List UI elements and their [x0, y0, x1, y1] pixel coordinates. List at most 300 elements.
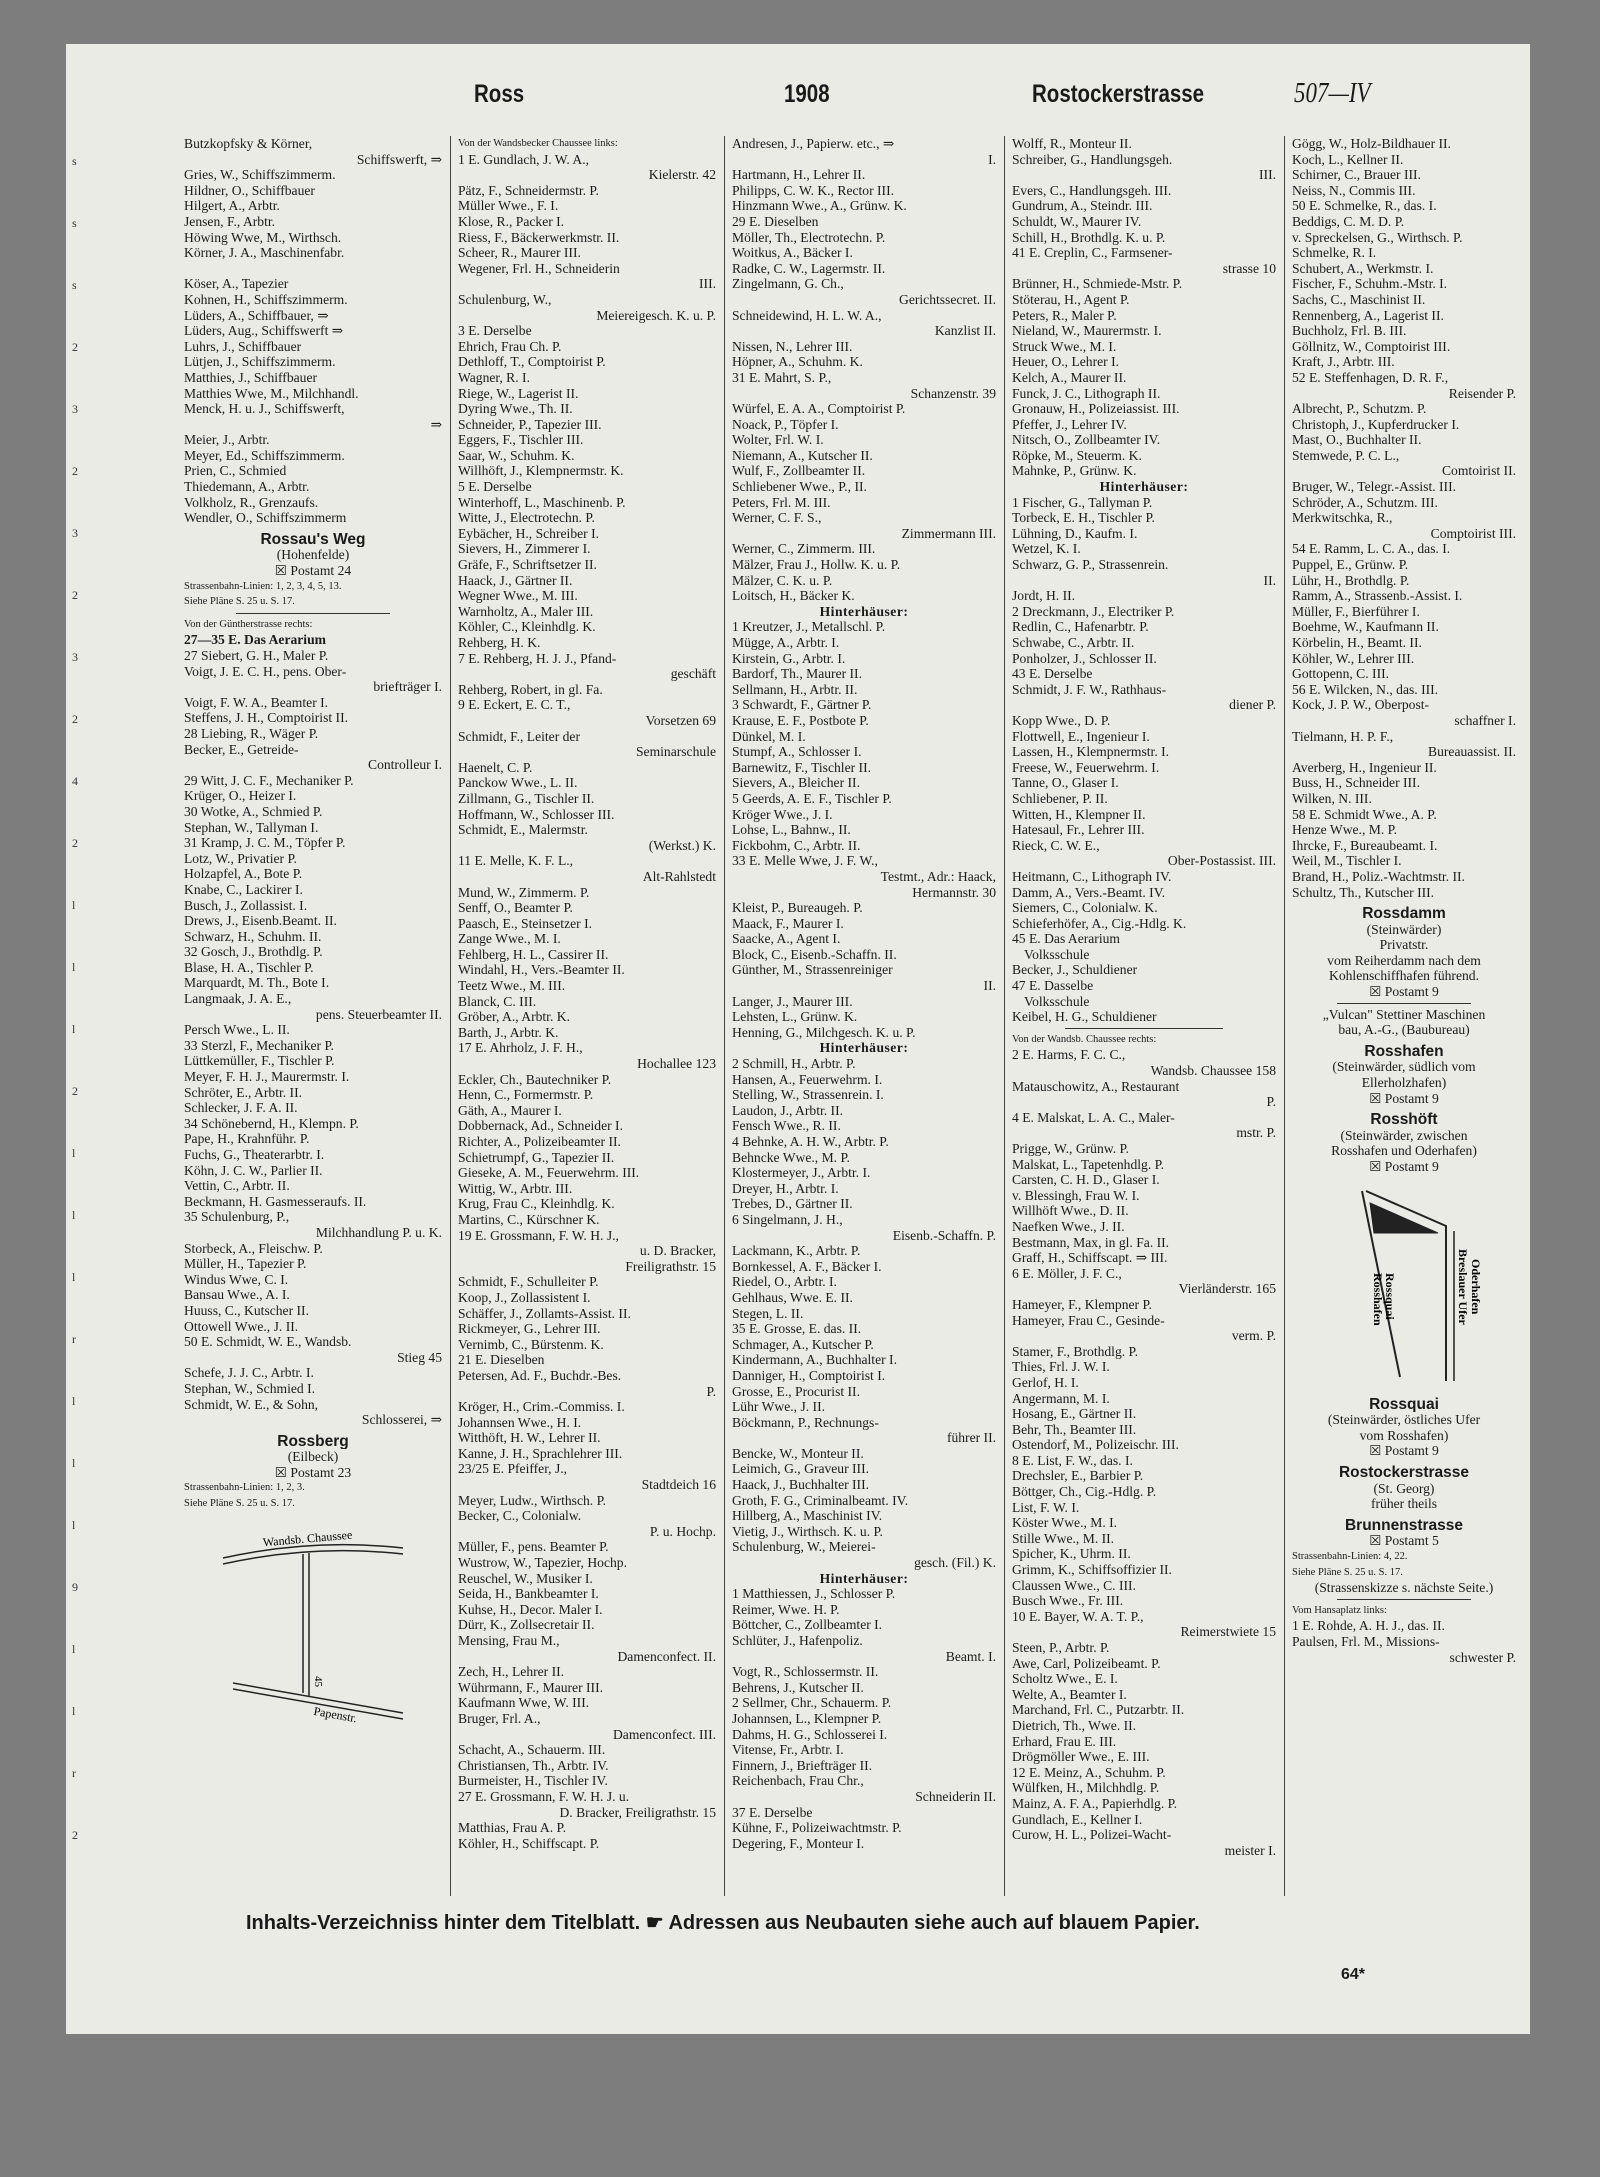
directory-entry: verm. P.: [1231, 1328, 1276, 1344]
directory-entry: Köhn, J. C. W., Parlier II.: [184, 1162, 323, 1178]
directory-entry: Ostendorf, M., Polizeischr. III.: [1012, 1437, 1179, 1453]
directory-entry: ☒ Postamt 9: [1369, 984, 1439, 1000]
directory-entry: Mast, O., Buchhalter II.: [1292, 432, 1422, 448]
directory-entry: Schuldt, W., Maurer IV.: [1012, 213, 1142, 229]
house-number-label: 45: [312, 1675, 324, 1687]
directory-entry: Prigge, W., Grünw. P.: [1012, 1141, 1129, 1156]
directory-entry: Stieg 45: [397, 1349, 442, 1365]
directory-entry: Schulenburg, W., Meierei-: [732, 1539, 876, 1555]
margin-glyph: s: [72, 216, 77, 230]
directory-entry: führer II.: [946, 1430, 996, 1446]
street-heading: Rosshafen: [1364, 1043, 1444, 1060]
directory-entry: Averberg, H., Ingenieur II.: [1292, 759, 1437, 775]
directory-entry: Blase, H. A., Tischler P.: [184, 959, 314, 975]
directory-entry: 50 E. Schmelke, R., das. I.: [1292, 198, 1437, 214]
directory-entry: Hilgert, A., Arbtr.: [184, 198, 280, 214]
directory-entry: Hinzmann Wwe., A., Grünw. K.: [732, 198, 907, 214]
directory-entry: Kelch, A., Maurer II.: [1012, 369, 1127, 385]
page-header: [66, 80, 1530, 120]
directory-entry: Voigt, J. E. C. H., pens. Ober-: [184, 663, 347, 679]
directory-entry: Stephan, W., Tallyman I.: [184, 819, 319, 835]
directory-entry: Kirstein, G., Arbtr. I.: [732, 650, 846, 666]
directory-entry: Evers, C., Handlungsgeh. III.: [1012, 182, 1172, 198]
directory-entry: Tielmann, H. P. F.,: [1292, 728, 1394, 744]
directory-entry: Sievers, H., Zimmerer I.: [458, 541, 591, 557]
directory-entry: 1 E. Rohde, A. H. J., das. II.: [1292, 1618, 1445, 1634]
directory-entry: Testmt., Adr.: Haack,: [880, 868, 996, 884]
directory-entry: P.: [706, 1383, 716, 1399]
directory-entry: Andresen, J., Papierw. etc., ⇒: [732, 136, 895, 151]
directory-entry: Reimerstwiete 15: [1180, 1624, 1276, 1640]
directory-entry: 3 Schwardt, F., Gärtner P.: [732, 697, 872, 713]
directory-entry: Witte, J., Electrotechn. P.: [458, 510, 595, 526]
directory-entry: Niemann, A., Kutscher II.: [732, 447, 873, 463]
directory-entry: Hoffmann, W., Schlosser III.: [458, 806, 615, 822]
directory-entry: Gögg, W., Holz-Bildhauer II.: [1292, 136, 1451, 151]
directory-entry: Gröber, A., Arbtr. K.: [458, 1009, 570, 1025]
directory-entry: Bardorf, Th., Maurer II.: [732, 666, 862, 682]
margin-glyph: r: [72, 1332, 76, 1346]
directory-entry: Dietrich, Th., Wwe. II.: [1012, 1717, 1137, 1733]
directory-entry: Gundrum, A., Steindr. III.: [1012, 198, 1153, 214]
directory-entry: Woitkus, A., Bäcker I.: [732, 245, 853, 261]
directory-entry: 27 Siebert, G. H., Maler P.: [184, 648, 329, 663]
margin-glyph: 2: [72, 1084, 78, 1098]
directory-entry: Bruger, Frl. A.,: [458, 1710, 541, 1726]
directory-entry: Wegener, Frl. H., Schneiderin: [458, 260, 620, 276]
directory-entry: Erhard, Frau E. III.: [1012, 1733, 1117, 1749]
directory-entry: ⇒: [430, 416, 442, 432]
directory-entry: Siehe Pläne S. 25 u. S. 17.: [184, 596, 295, 608]
directory-entry: Leimich, G., Graveur III.: [732, 1461, 870, 1477]
directory-entry: 35 E. Grosse, E. das. II.: [732, 1321, 862, 1337]
directory-entry: Böttger, Ch., Cig.-Hdlg. P.: [1012, 1484, 1157, 1500]
directory-entry: Wolter, Frl. W. I.: [732, 432, 824, 448]
directory-entry: Lüders, Aug., Schiffswerft ⇒: [184, 323, 344, 339]
directory-entry: 54 E. Ramm, L. C. A., das. I.: [1292, 541, 1451, 557]
directory-entry: Pape, H., Krahnführ. P.: [184, 1131, 310, 1147]
directory-entry: Stöterau, H., Agent P.: [1012, 291, 1130, 307]
directory-entry: Dreyer, H., Arbtr. I.: [732, 1180, 839, 1196]
directory-entry: Claussen Wwe., C. III.: [1012, 1577, 1136, 1593]
directory-entry: Hillberg, A., Maschinist IV.: [732, 1508, 883, 1524]
road-label: Wandsb. Chaussee: [262, 1527, 353, 1550]
directory-entry: pens. Steuerbeamter II.: [315, 1006, 442, 1022]
directory-entry: Böckmann, P., Rechnungs-: [732, 1414, 879, 1430]
directory-page: [66, 44, 1530, 2034]
directory-entry: (Strassenskizze s. nächste Seite.): [1314, 1580, 1494, 1596]
directory-entry: Wolff, R., Monteur II.: [1012, 136, 1132, 151]
directory-entry: Schill, H., Brothdlg. K. u. P.: [1012, 229, 1166, 245]
directory-entry: Heitmann, C., Lithograph IV.: [1012, 868, 1172, 884]
directory-entry: Schwarz, G. P., Strassenrein.: [1012, 557, 1169, 573]
directory-entry: Behncke Wwe., M. P.: [732, 1149, 850, 1165]
directory-entry: Stegen, L. II.: [732, 1305, 804, 1321]
directory-entry: Vom Hansaplatz links:: [1292, 1604, 1387, 1616]
street-heading: Rossquai: [1369, 1396, 1439, 1413]
directory-entry: Pfeffer, J., Lehrer IV.: [1012, 416, 1127, 432]
directory-entry: Torbeck, E. H., Tischler P.: [1012, 510, 1155, 526]
directory-entry: Witten, H., Klempner II.: [1012, 806, 1146, 822]
directory-entry: Riess, F., Bäckerwerkmstr. II.: [458, 229, 620, 245]
directory-entry: Flottwell, E., Ingenieur I.: [1012, 728, 1150, 744]
directory-entry: Wührmann, F., Maurer III.: [458, 1679, 603, 1695]
directory-entry: Schmager, A., Kutscher P.: [732, 1336, 874, 1352]
directory-entry: 58 E. Schmidt Wwe., A. P.: [1292, 806, 1437, 822]
directory-entry: Thies, Frl. J. W. I.: [1012, 1359, 1110, 1375]
directory-entry: Ihrcke, F., Bureaubeamt. I.: [1292, 837, 1438, 853]
directory-entry: 34 Schönebernd, H., Klempn. P.: [184, 1115, 359, 1131]
margin-glyph: 2: [72, 340, 78, 354]
directory-entry: Matauschowitz, A., Restaurant: [1012, 1078, 1180, 1094]
directory-entry: 12 E. Meinz, A., Schuhm. P.: [1012, 1764, 1166, 1780]
directory-entry: II.: [983, 978, 996, 994]
directory-entry: ☒ Postamt 23: [274, 1464, 352, 1480]
column-divider: [1004, 136, 1005, 1896]
directory-entry: Dobbernack, Ad., Schneider I.: [458, 1118, 623, 1134]
directory-entry: 1 E. Gundlach, J. W. A.,: [458, 151, 590, 167]
margin-glyph: l: [72, 1208, 76, 1222]
directory-entry: Boehme, W., Kaufmann II.: [1292, 619, 1439, 635]
margin-glyph: 2: [72, 836, 78, 850]
directory-entry: 6 Singelmann, J. H.,: [732, 1211, 843, 1227]
directory-entry: 33 Sterzl, F., Mechaniker P.: [184, 1037, 334, 1053]
directory-entry: Werner, C., Zimmerm. III.: [732, 541, 876, 557]
directory-entry: geschäft: [670, 666, 716, 682]
directory-entry: Gieseke, A. M., Feuerwehrm. III.: [458, 1165, 640, 1181]
directory-entry: Trebes, D., Gärtner II.: [732, 1196, 853, 1212]
directory-entry: Meyer, Ed., Schiffszimmerm.: [184, 447, 345, 463]
directory-entry: Werner, C. F. S.,: [732, 510, 822, 526]
directory-entry: Mügge, A., Arbtr. I.: [732, 635, 840, 650]
directory-entry: Köhler, C., Kleinhdlg. K.: [458, 619, 596, 635]
directory-entry: Dürr, K., Zollsecretair II.: [458, 1617, 595, 1633]
directory-entry: Eckler, Ch., Bautechniker P.: [458, 1071, 612, 1087]
directory-entry: Schietrumpf, G., Tapezier II.: [458, 1149, 615, 1165]
directory-entry: Steen, P., Arbtr. P.: [1012, 1640, 1110, 1655]
directory-entry: Hameyer, Frau C., Gesinde-: [1012, 1312, 1165, 1328]
directory-entry: Freiligrathstr. 15: [625, 1258, 716, 1274]
directory-entry: Sachs, C., Maschinist II.: [1292, 291, 1426, 307]
directory-entry: Panckow Wwe., L. II.: [458, 775, 578, 791]
directory-entry: Körner, J. A., Maschinenfabr.: [184, 245, 345, 261]
directory-entry: Degering, F., Monteur I.: [732, 1835, 865, 1851]
directory-entry: Richter, A., Polizeibeamter II.: [458, 1134, 621, 1149]
directory-entry: Lütjen, J., Schiffszimmerm.: [184, 354, 336, 370]
margin-glyph: 4: [72, 774, 78, 788]
directory-entry: Milchhandlung P. u. K.: [315, 1224, 442, 1240]
directory-entry: Koch, L., Kellner II.: [1292, 151, 1404, 167]
directory-entry: Kaufmann Wwe, W. III.: [458, 1695, 590, 1711]
directory-entry: Comptoirist III.: [1430, 525, 1516, 541]
directory-entry: Pätz, F., Schneidermstr. P.: [458, 182, 599, 198]
directory-entry: Behr, Th., Beamter III.: [1012, 1421, 1137, 1437]
directory-entry: Barth, J., Arbtr. K.: [458, 1024, 559, 1040]
directory-entry: 7 E. Rehberg, H. J. J., Pfand-: [458, 650, 617, 666]
directory-entry: Hildner, O., Schiffbauer: [184, 182, 315, 198]
section-rule: [1337, 1599, 1471, 1600]
margin-glyph: 9: [72, 1580, 78, 1594]
directory-entry: Lotz, W., Privatier P.: [184, 850, 297, 866]
directory-entry: Scheer, R., Maurer III.: [458, 245, 581, 261]
directory-entry: 5 Geerds, A. E. F., Tischler P.: [732, 790, 892, 806]
directory-entry: ☒ Postamt 9: [1369, 1090, 1439, 1106]
column-2: [458, 136, 716, 1896]
directory-entry: 21 E. Dieselben: [458, 1352, 545, 1368]
directory-entry: Mälzer, Frau J., Hollw. K. u. P.: [732, 557, 901, 573]
directory-entry: Danniger, H., Comptoirist I.: [732, 1367, 886, 1383]
directory-entry: strasse 10: [1222, 260, 1276, 276]
directory-entry: Hansen, A., Feuerwehrm. I.: [732, 1071, 883, 1087]
directory-entry: Von der Güntherstrasse rechts:: [184, 618, 313, 630]
directory-entry: Lüttkemüller, F., Tischler P.: [184, 1053, 335, 1069]
margin-glyph: l: [72, 1642, 76, 1656]
directory-entry: Vernimb, C., Bürstenm. K.: [458, 1336, 604, 1352]
directory-entry: Senff, O., Beamter P.: [458, 900, 573, 916]
directory-entry: Wittig, W., Arbtr. III.: [458, 1180, 573, 1196]
margin-glyph: l: [72, 1518, 76, 1532]
directory-entry: Bornkessel, A. F., Bäcker I.: [732, 1258, 882, 1274]
directory-entry: Vettin, C., Arbtr. II.: [184, 1178, 290, 1194]
directory-entry: Volkholz, R., Grenzaufs.: [184, 494, 319, 510]
directory-entry: Damm, A., Vers.-Beamt. IV.: [1012, 884, 1166, 900]
directory-entry: Schmidt, F., Leiter der: [458, 728, 580, 744]
directory-entry: Wagner, R. I.: [458, 369, 530, 385]
directory-entry: Wulf, F., Zollbeamter II.: [732, 463, 866, 479]
margin-glyph: 2: [72, 588, 78, 602]
directory-entry: Stelling, W., Strassenrein. I.: [732, 1087, 884, 1103]
directory-entry: Holzapfel, A., Bote P.: [184, 866, 303, 882]
directory-entry: Storbeck, A., Fleischw. P.: [184, 1240, 323, 1256]
directory-entry: Körbelin, H., Beamt. II.: [1292, 635, 1422, 650]
directory-entry: Müller, H., Tapezier P.: [184, 1256, 307, 1272]
subsection-heading: Hinterhäuser:: [819, 603, 909, 619]
directory-entry: Langer, J., Maurer III.: [732, 993, 853, 1009]
directory-entry: (St. Georg): [1373, 1480, 1435, 1496]
directory-entry: Meier, J., Arbtr.: [184, 432, 270, 448]
directory-entry: Grosse, E., Procurist II.: [732, 1383, 860, 1399]
directory-entry: Carsten, C. H. D., Glaser I.: [1012, 1172, 1160, 1188]
directory-entry: Lüders, A., Schiffbauer, ⇒: [184, 307, 329, 323]
margin-glyph: l: [72, 1270, 76, 1284]
rossberg-street-sketch: [203, 1518, 423, 1728]
directory-entry: Kohnen, H., Schiffszimmerm.: [184, 291, 348, 307]
directory-entry: Dünkel, M. I.: [732, 728, 806, 744]
directory-entry: Wandsb. Chaussee 158: [1150, 1063, 1276, 1079]
directory-entry: Windahl, H., Vers.-Beamter II.: [458, 962, 625, 978]
column-4: [1012, 136, 1276, 1896]
directory-entry: ☒ Postamt 9: [1369, 1159, 1439, 1174]
header-year: 1908: [784, 80, 830, 108]
directory-entry: 33 E. Melle Wwe, J. F. W.,: [732, 853, 878, 869]
directory-entry: Schneiderin II.: [915, 1788, 996, 1804]
section-rule: [236, 613, 391, 614]
directory-entry: Heuer, O., Lehrer I.: [1012, 354, 1120, 370]
directory-entry: Schlecker, J. F. A. II.: [184, 1100, 298, 1116]
margin-glyph: l: [72, 960, 76, 974]
directory-entry: Gries, W., Schiffszimmerm.: [184, 167, 336, 183]
directory-entry: Privatstr.: [1379, 937, 1429, 953]
directory-entry: Lohse, L., Bahnw., II.: [732, 822, 851, 838]
sketch-label: Rosshafen: [1371, 1272, 1385, 1326]
directory-entry: Köser, A., Tapezier: [184, 276, 289, 292]
directory-entry: v. Spreckelsen, G., Wirthsch. P.: [1292, 229, 1463, 245]
directory-entry: Klose, R., Packer I.: [458, 213, 565, 229]
directory-entry: 10 E. Bayer, W. A. T. P.,: [1012, 1608, 1144, 1624]
directory-entry: Von der Wandsbecker Chaussee links:: [458, 138, 618, 149]
directory-entry: Ottowell Wwe., J. II.: [184, 1318, 299, 1334]
directory-entry: Witthöft, H. W., Lehrer II.: [458, 1430, 601, 1446]
street-heading: Brunnenstrasse: [1344, 1517, 1463, 1534]
directory-entry: Zingelmann, G. Ch.,: [732, 276, 844, 292]
margin-glyph: 2: [72, 712, 78, 726]
directory-entry: Dethloff, T., Comptoirist P.: [458, 354, 606, 370]
directory-entry: Becker, E., Getreide-: [184, 741, 299, 757]
column-3: [732, 136, 996, 1896]
directory-entry: Merkwitschka, R.,: [1292, 510, 1393, 526]
directory-entry: Buchholz, Frl. B. III.: [1292, 323, 1407, 339]
directory-entry: 6 E. Möller, J. F. C.,: [1012, 1265, 1122, 1281]
directory-entry: Noack, P., Töpfer I.: [732, 416, 839, 432]
directory-entry: Controlleur I.: [368, 757, 442, 773]
directory-entry: Rickmeyer, G., Lehrer III.: [458, 1321, 601, 1337]
directory-entry: Klostermeyer, J., Arbtr. I.: [732, 1165, 871, 1181]
directory-entry: Thiedemann, A., Arbtr.: [184, 479, 310, 495]
directory-entry: Kohlenschiffhafen führend.: [1329, 968, 1479, 984]
directory-entry: Kuhse, H., Decor. Maler I.: [458, 1601, 603, 1617]
directory-entry: Nieland, W., Maurermstr. I.: [1012, 323, 1162, 339]
directory-entry: Petersen, Ad. F., Buchdr.-Bes.: [458, 1367, 622, 1383]
directory-entry: Vitense, Fr., Arbtr. I.: [732, 1742, 844, 1758]
directory-entry: Volksschule: [1024, 946, 1090, 962]
directory-entry: u. D. Bracker,: [639, 1243, 716, 1259]
directory-entry: Struck Wwe., M. I.: [1012, 338, 1117, 354]
directory-entry: Krüger, O., Heizer I.: [184, 788, 297, 804]
directory-entry: Dahms, H. G., Schlosserei I.: [732, 1726, 888, 1742]
margin-glyph: r: [72, 1766, 76, 1780]
directory-entry: Riege, W., Lagerist II.: [458, 385, 579, 401]
directory-entry: 2 Schmill, H., Arbtr. P.: [732, 1056, 856, 1072]
directory-entry: Burmeister, H., Tischler IV.: [458, 1773, 608, 1789]
subsection-heading: Hinterhäuser:: [819, 1040, 909, 1056]
margin-glyph: l: [72, 898, 76, 912]
directory-entry: Welte, A., Beamter I.: [1012, 1686, 1127, 1702]
directory-entry: 5 E. Derselbe: [458, 479, 532, 495]
directory-entry: Schliebener Wwe., P., II.: [732, 479, 867, 495]
directory-entry: Schultz, Th., Kutscher III.: [1292, 884, 1435, 900]
directory-entry: briefträger I.: [373, 679, 442, 695]
directory-entry: 1 Fischer, G., Tallyman P.: [1012, 494, 1153, 510]
directory-entry: Huuss, C., Kutscher II.: [184, 1302, 309, 1318]
directory-entry: Meyer, Ludw., Wirthsch. P.: [458, 1492, 607, 1508]
directory-entry: Ramm, A., Strassenb.-Assist. I.: [1292, 588, 1463, 604]
street-heading: Rossberg: [277, 1433, 349, 1450]
directory-entry: 2 E. Harms, F. C. C.,: [1012, 1047, 1126, 1063]
directory-entry: Spicher, K., Uhrm. II.: [1012, 1546, 1131, 1562]
directory-entry: Gräfe, F., Schriftsetzer II.: [458, 557, 597, 573]
directory-entry: Vorsetzen 69: [645, 712, 716, 728]
directory-entry: Beckmann, H. Gasmesseraufs. II.: [184, 1193, 367, 1209]
directory-entry: Grimm, K., Schiffsoffizier II.: [1012, 1562, 1172, 1578]
directory-entry: Willhöft, J., Klempnermstr. K.: [458, 463, 624, 479]
directory-entry: (Steinwärder): [1366, 921, 1442, 937]
directory-entry: Peters, Frl. M. III.: [732, 494, 831, 510]
directory-entry: 29 Witt, J. C. F., Mechaniker P.: [184, 772, 354, 788]
directory-entry: Strassenbahn-Linien: 4, 22.: [1292, 1550, 1408, 1562]
directory-entry: vom Rosshafen): [1359, 1427, 1449, 1443]
directory-entry: Möller, Th., Electrotechn. P.: [732, 229, 886, 245]
directory-entry: Reimer, Wwe. H. P.: [732, 1601, 840, 1617]
directory-entry: Loitsch, H., Bäcker K.: [732, 588, 855, 604]
directory-entry: Prien, C., Schmied: [184, 463, 287, 479]
directory-entry: Langmaak, J. A. E.,: [184, 991, 292, 1007]
directory-entry: Hatesaul, Fr., Lehrer III.: [1012, 822, 1145, 838]
directory-entry: (Werkst.) K.: [648, 837, 716, 853]
directory-entry: Schacht, A., Schauerm. III.: [458, 1742, 606, 1758]
directory-entry: Menck, H. u. J., Schiffswerft,: [184, 401, 345, 417]
directory-entry: 27 E. Grossmann, F. W. H. J. u.: [458, 1788, 630, 1804]
directory-entry: Behrens, J., Kutscher II.: [732, 1679, 864, 1695]
directory-entry: „Vulcan" Stettiner Maschinen: [1322, 1006, 1486, 1022]
directory-entry: Schmidt, F., Schulleiter P.: [458, 1274, 599, 1290]
directory-entry: 3 E. Derselbe: [458, 323, 532, 339]
directory-entry: Hermannstr. 30: [912, 884, 996, 900]
directory-entry: Schefe, J. J. C., Arbtr. I.: [184, 1365, 314, 1381]
directory-entry: Reisender P.: [1448, 385, 1516, 401]
directory-entry: Schäffer, J., Zollamts-Assist. II.: [458, 1305, 631, 1321]
directory-entry: Siehe Pläne S. 25 u. S. 17.: [1292, 1566, 1403, 1578]
directory-entry: Beamt. I.: [945, 1648, 996, 1664]
directory-entry: ☒ Postamt 24: [274, 563, 352, 579]
directory-entry: Ponholzer, J., Schlosser II.: [1012, 650, 1157, 666]
directory-entry: Schmidt, J. F. W., Rathhaus-: [1012, 681, 1167, 697]
directory-entry: Röpke, M., Steuerm. K.: [1012, 447, 1142, 463]
directory-entry: Eggers, F., Tischler III.: [458, 432, 584, 448]
margin-glyph: 3: [72, 402, 78, 416]
directory-entry: Kühne, F., Polizeiwachtmstr. P.: [732, 1820, 902, 1836]
directory-entry: Fehlberg, H. L., Cassirer II.: [458, 946, 609, 962]
directory-entry: 4 E. Malskat, L. A. C., Maler-: [1012, 1109, 1175, 1125]
subsection-heading: Hinterhäuser:: [1099, 479, 1189, 495]
directory-entry: I.: [988, 151, 996, 167]
directory-entry: Funck, J. C., Lithograph II.: [1012, 385, 1161, 401]
footer-note: Inhalts-Verzeichniss hinter dem Titelblatt. ☛ Adressen aus Neubauten siehe auch auf blauem Papier.: [246, 1912, 1200, 1934]
directory-entry: Fischer, F., Schuhm.-Mstr. I.: [1292, 276, 1448, 292]
directory-entry: Marquardt, M. Th., Bote I.: [184, 975, 330, 991]
directory-entry: Zange Wwe., M. I.: [458, 931, 561, 947]
directory-entry: vom Reiherdamm nach dem: [1327, 952, 1481, 968]
directory-entry: Matthies Wwe, M., Milchhandl.: [184, 385, 359, 401]
directory-entry: Stille Wwe., M. II.: [1012, 1530, 1115, 1546]
directory-entry: Warnholtz, A., Maler III.: [458, 603, 594, 619]
directory-entry: Würfel, E. A. A., Comptoirist P.: [732, 401, 906, 417]
directory-entry: Lühr, H., Brothdlg. P.: [1292, 572, 1410, 588]
directory-entry: Hosang, E., Gärtner II.: [1012, 1406, 1137, 1422]
directory-entry: 29 E. Dieselben: [732, 213, 819, 229]
directory-entry: 1 Kreutzer, J., Metallschl. P.: [732, 619, 886, 635]
directory-entry: Hartmann, H., Lehrer II.: [732, 167, 866, 183]
directory-entry: Reuschel, W., Musiker I.: [458, 1570, 593, 1586]
directory-entry: Bruger, W., Telegr.-Assist. III.: [1292, 479, 1456, 495]
directory-entry: 27—35 E. Das Aerarium: [184, 632, 326, 648]
directory-entry: 52 E. Steffenhagen, D. R. F.,: [1292, 369, 1449, 385]
directory-entry: Wilken, N. III.: [1292, 790, 1372, 806]
margin-glyph: l: [72, 1456, 76, 1470]
directory-entry: 23/25 E. Pfeiffer, J.,: [458, 1461, 568, 1477]
directory-entry: Köhler, H., Schiffscapt. P.: [458, 1835, 600, 1851]
directory-entry: gesch. (Fil.) K.: [914, 1555, 996, 1571]
directory-entry: Schliebener, P. II.: [1012, 790, 1108, 806]
